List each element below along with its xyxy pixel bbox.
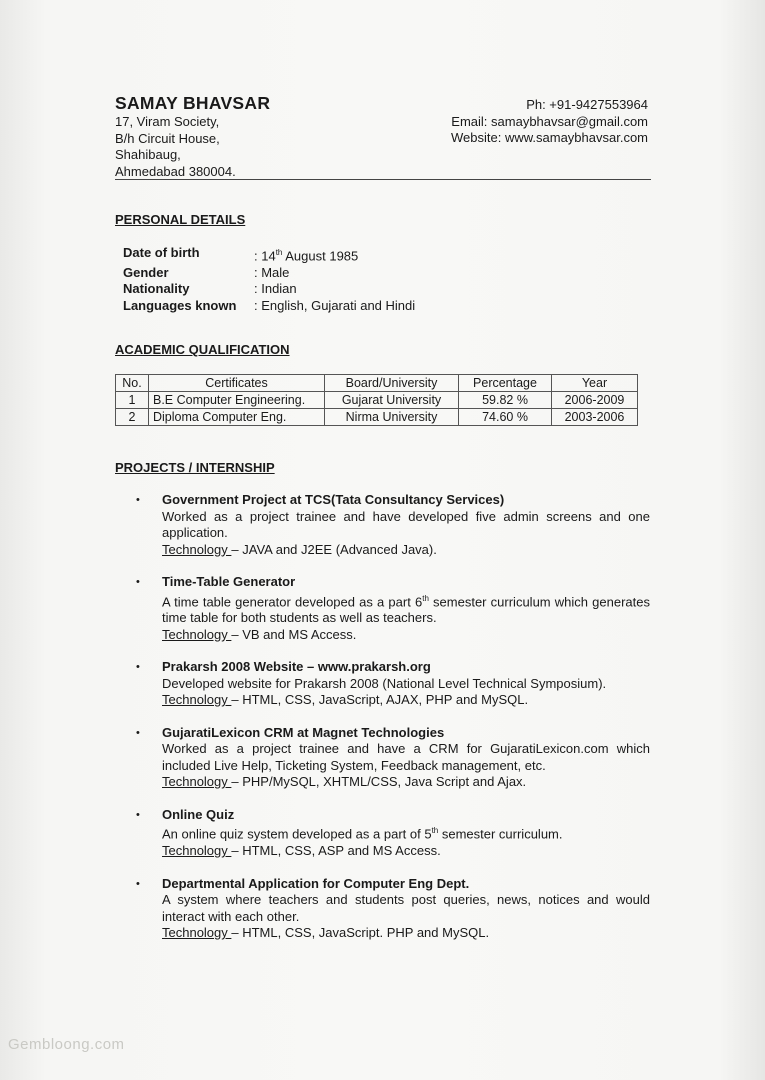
address-line: Ahmedabad 380004. [115, 163, 236, 179]
table-cell: Gujarat University [325, 392, 459, 409]
project-description: A time table generator developed as a part 6th semester curriculum which generates time table for both students as well as teachers. [162, 593, 650, 626]
dob-row [123, 245, 415, 265]
bullet-icon: • [136, 494, 140, 506]
project-description: A system where teachers and students post queries, news, notices and would interact with each other. [162, 892, 650, 924]
gender-value: : Male [254, 264, 290, 280]
gender-label: Gender [123, 264, 169, 280]
column-header: Year [552, 375, 638, 392]
project-technology: Technology – HTML, CSS, JavaScript, AJAX, PHP and MySQL. [162, 692, 529, 708]
project-title: Government Project at TCS(Tata Consultancy Services) [162, 492, 505, 507]
project-description: An online quiz system developed as a part of 5th semester curriculum. [162, 826, 563, 842]
nationality-value: : Indian [254, 281, 297, 297]
project-description: Developed website for Prakarsh 2008 (National Level Technical Symposium). [162, 675, 607, 691]
address-line: 17, Viram Society, [115, 114, 220, 129]
project-description: Worked as a project trainee and have developed five admin screens and one application. [162, 508, 650, 540]
table-cell: B.E Computer Engineering. [149, 392, 325, 409]
bullet-icon: • [136, 726, 140, 739]
project-item [136, 574, 650, 643]
bullet-icon: • [136, 576, 140, 588]
project-description: Worked as a project trainee and have a CRM for GujaratiLexicon.com which included Live Help, Ticketing System, Feedback management, etc. [162, 741, 650, 773]
address-block [115, 114, 236, 180]
table-header-row [116, 375, 638, 392]
personal-details [123, 245, 415, 314]
project-technology: Technology – HTML, CSS, JavaScript. PHP and MySQL. [162, 925, 490, 941]
dob-label: Date of birth [123, 245, 200, 260]
project-item [136, 492, 650, 558]
table-cell: 2 [116, 409, 149, 426]
address-line: Shahibaug, [115, 147, 181, 162]
project-item [136, 725, 650, 791]
project-technology: Technology – PHP/MySQL, XHTML/CSS, Java Script and Ajax. [162, 774, 527, 790]
table-cell: 2003-2006 [552, 409, 638, 426]
project-title: Prakarsh 2008 Website – www.prakarsh.org [162, 659, 431, 675]
column-header: Certificates [149, 375, 325, 392]
project-item [136, 807, 650, 860]
table-cell: 74.60 % [459, 409, 552, 426]
candidate-name: SAMAY BHAVSAR [115, 93, 271, 113]
languages-value: : English, Gujarati and Hindi [254, 297, 416, 313]
website-url: Website: www.samaybhavsar.com [451, 130, 648, 145]
project-item [136, 876, 650, 942]
column-header: Percentage [459, 375, 552, 392]
column-header: Board/University [325, 375, 459, 392]
address-line: B/h Circuit House, [115, 130, 220, 146]
dob-value: : 14th August 1985 [254, 248, 359, 264]
phone-number: Ph: +91-9427553964 [526, 97, 648, 112]
email-address: Email: samaybhavsar@gmail.com [451, 113, 648, 129]
table-cell: 1 [116, 392, 149, 409]
contact-block [451, 97, 648, 147]
project-technology: Technology – VB and MS Access. [162, 626, 357, 642]
watermark: Gembloong.com [8, 1036, 125, 1053]
languages-row [123, 298, 415, 315]
nationality-row [123, 281, 415, 298]
column-header: No. [116, 375, 149, 392]
project-title: GujaratiLexicon CRM at Magnet Technologies [162, 724, 445, 740]
table-cell: Diploma Computer Eng. [149, 409, 325, 426]
bullet-icon: • [136, 877, 140, 890]
project-title: Online Quiz [162, 806, 235, 822]
languages-label: Languages known [123, 297, 237, 313]
project-title: Time-Table Generator [162, 574, 296, 589]
bullet-icon: • [136, 661, 140, 674]
table-cell: Nirma University [325, 409, 459, 426]
projects-list [136, 492, 650, 958]
bullet-icon: • [136, 808, 140, 821]
project-technology: Technology – HTML, CSS, ASP and MS Access. [162, 843, 441, 859]
academic-table [115, 374, 638, 426]
academic-heading: ACADEMIC QUALIFICATION [115, 342, 290, 357]
project-technology: Technology – JAVA and J2EE (Advanced Java). [162, 541, 437, 557]
personal-details-heading: PERSONAL DETAILS [115, 212, 246, 227]
nationality-label: Nationality [123, 281, 190, 297]
project-title: Departmental Application for Computer Eng Dept. [162, 875, 470, 891]
header-divider [115, 179, 651, 180]
project-item [136, 659, 650, 709]
projects-heading: PROJECTS / INTERNSHIP [115, 460, 275, 475]
table-cell: 59.82 % [459, 392, 552, 409]
gender-row [123, 265, 415, 282]
table-cell: 2006-2009 [552, 392, 638, 409]
table-row [116, 409, 638, 426]
table-row [116, 392, 638, 409]
